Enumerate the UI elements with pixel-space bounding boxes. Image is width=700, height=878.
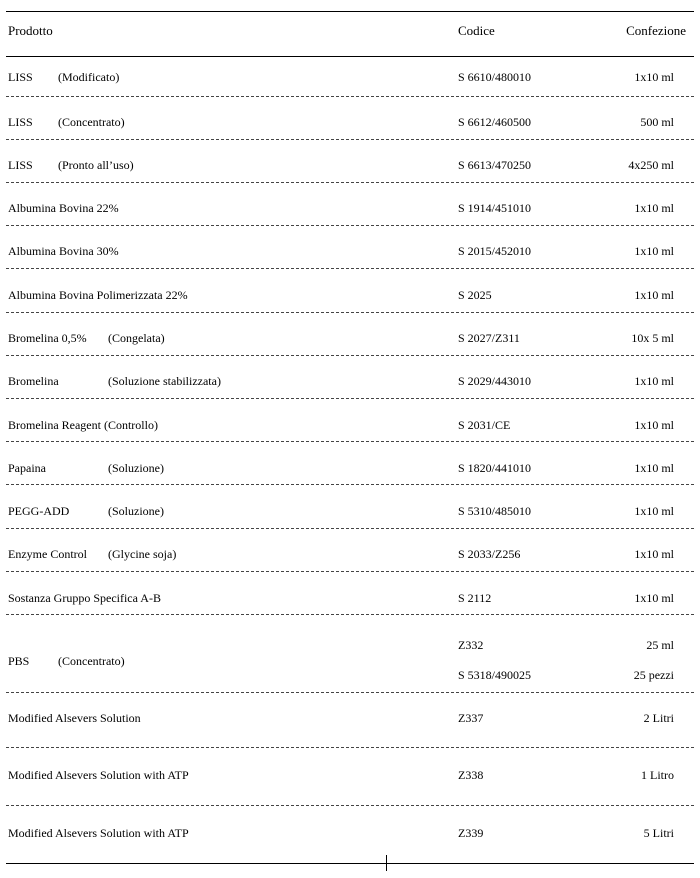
product-name: Papaina: [8, 461, 46, 475]
row-divider: [6, 182, 694, 183]
product-qualifier: (Soluzione stabilizzata): [108, 374, 221, 388]
row-divider: [6, 139, 694, 140]
product-pack: 1x10 ml: [634, 201, 674, 215]
row-divider: [6, 614, 694, 615]
product-pack: 1x10 ml: [634, 418, 674, 432]
product-pack: 10x 5 ml: [631, 331, 674, 345]
header-bottom-rule: [6, 56, 694, 57]
product-qualifier: (Congelata): [108, 331, 165, 345]
page-center-tick: [386, 855, 387, 871]
product-name: LISS: [8, 115, 33, 129]
table-top-rule: [6, 11, 694, 12]
product-pack: 1x10 ml: [634, 461, 674, 475]
product-name: Bromelina Reagent (Controllo): [8, 418, 158, 432]
product-name: Modified Alsevers Solution with ATP: [8, 826, 189, 840]
product-code: S 6612/460500: [458, 115, 532, 129]
product-code: S 1914/451010: [458, 201, 532, 215]
product-code: S 5310/485010: [458, 504, 532, 518]
row-divider: [6, 268, 694, 269]
row-divider: [6, 441, 694, 442]
header-pack: Confezione: [626, 23, 686, 38]
product-pack: 1x10 ml: [634, 70, 674, 84]
product-name: Albumina Bovina 30%: [8, 244, 119, 258]
product-pack: 1 Litro: [641, 768, 674, 782]
product-qualifier: (Glycine soja): [108, 547, 177, 561]
product-name: Bromelina: [8, 374, 59, 388]
product-code: S 2025: [458, 288, 492, 302]
product-qualifier: (Concentrato): [58, 654, 125, 668]
product-pack: 500 ml: [640, 115, 674, 129]
row-divider: [6, 805, 694, 806]
product-qualifier: (Soluzione): [108, 504, 164, 518]
product-code: S 2027/Z311: [458, 331, 520, 345]
product-name: LISS: [8, 158, 33, 172]
product-name: Enzyme Control: [8, 547, 87, 561]
row-divider: [6, 312, 694, 313]
product-code: Z338: [458, 768, 484, 782]
header-code: Codice: [458, 23, 495, 38]
product-pack: 1x10 ml: [634, 547, 674, 561]
product-pack: 25 ml: [646, 638, 674, 652]
product-pack: 5 Litri: [643, 826, 674, 840]
product-code: S 2033/Z256: [458, 547, 521, 561]
product-name: PBS: [8, 654, 30, 668]
product-qualifier: (Modificato): [58, 70, 120, 84]
product-name: Modified Alsevers Solution with ATP: [8, 768, 189, 782]
product-code: Z332: [458, 638, 484, 652]
header-product: Prodotto: [8, 23, 53, 38]
product-name: Albumina Bovina Polimerizzata 22%: [8, 288, 188, 302]
product-qualifier: (Concentrato): [58, 115, 125, 129]
row-divider: [6, 528, 694, 529]
product-code: S 2015/452010: [458, 244, 532, 258]
product-name: Albumina Bovina 22%: [8, 201, 119, 215]
row-divider: [6, 747, 694, 748]
product-code: S 6613/470250: [458, 158, 532, 172]
product-code: S 2112: [458, 591, 492, 605]
row-divider: [6, 692, 694, 693]
product-name: LISS: [8, 70, 33, 84]
row-divider: [6, 96, 694, 97]
product-name: Modified Alsevers Solution: [8, 711, 141, 725]
product-code: S 6610/480010: [458, 70, 532, 84]
product-pack: 1x10 ml: [634, 504, 674, 518]
row-divider: [6, 484, 694, 485]
product-pack: 4x250 ml: [628, 158, 674, 172]
product-qualifier: (Soluzione): [108, 461, 164, 475]
product-pack: 1x10 ml: [634, 244, 674, 258]
product-code: S 2029/443010: [458, 374, 532, 388]
product-pack: 1x10 ml: [634, 288, 674, 302]
product-code: Z337: [458, 711, 484, 725]
product-name: Sostanza Gruppo Specifica A-B: [8, 591, 161, 605]
product-pack-secondary: 25 pezzi: [633, 668, 674, 682]
row-divider: [6, 398, 694, 399]
table-bottom-rule: [6, 863, 694, 864]
product-name: PEGG-ADD: [8, 504, 70, 518]
table-row: [0, 638, 700, 688]
product-code: S 1820/441010: [458, 461, 532, 475]
row-divider: [6, 225, 694, 226]
product-code: Z339: [458, 826, 484, 840]
row-divider: [6, 571, 694, 572]
product-code: S 2031/CE: [458, 418, 511, 432]
product-qualifier: (Pronto all’uso): [58, 158, 134, 172]
product-pack: 2 Litri: [643, 711, 674, 725]
product-pack: 1x10 ml: [634, 374, 674, 388]
product-pack: 1x10 ml: [634, 591, 674, 605]
product-name: Bromelina 0,5%: [8, 331, 87, 345]
row-divider: [6, 355, 694, 356]
product-code-secondary: S 5318/490025: [458, 668, 532, 682]
